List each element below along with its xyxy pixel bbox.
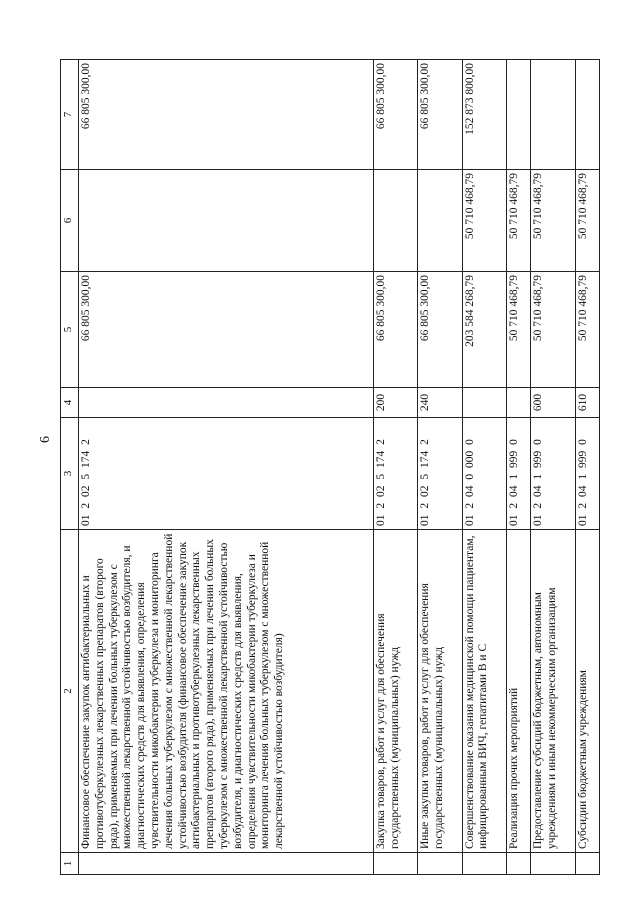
table-row	[79, 60, 374, 875]
row-index-cell	[374, 853, 418, 875]
table-header-row	[61, 60, 79, 875]
amount-total-cell: 50 710 468,79	[506, 272, 530, 388]
budget-table	[60, 59, 600, 875]
column-number-header: 6	[61, 170, 79, 272]
column-number-header: 7	[61, 60, 79, 170]
budget-code-cell: 01 2 04 1 999 0	[506, 418, 530, 530]
row-index-cell	[79, 853, 374, 875]
table-row	[531, 60, 575, 875]
budget-code-cell: 01 2 02 5 174 2	[79, 418, 374, 530]
column-number-header: 1	[61, 853, 79, 875]
budget-code-cell: 01 2 04 1 999 0	[531, 418, 575, 530]
amount-col6-cell	[418, 170, 462, 272]
column-number-header: 4	[61, 388, 79, 418]
row-index-cell	[506, 853, 530, 875]
expense-type-cell: 200	[374, 388, 418, 418]
amount-col7-cell: 66 805 300,00	[374, 60, 418, 170]
amount-total-cell: 66 805 300,00	[418, 272, 462, 388]
budget-code-cell: 01 2 04 0 000 0	[462, 418, 506, 530]
amount-total-cell: 50 710 468,79	[575, 272, 599, 388]
column-number-header: 2	[61, 530, 79, 853]
table-row	[575, 60, 599, 875]
expense-type-cell	[79, 388, 374, 418]
amount-col6-cell: 50 710 468,79	[531, 170, 575, 272]
amount-col6-cell	[79, 170, 374, 272]
table-row	[374, 60, 418, 875]
expense-type-cell: 240	[418, 388, 462, 418]
expense-type-cell: 600	[531, 388, 575, 418]
table-row	[418, 60, 462, 875]
rotated-table-container	[60, 60, 600, 875]
page-number: 6	[38, 436, 53, 443]
table-row	[462, 60, 506, 875]
item-name-cell: Субсидии бюджетным учреждениям	[575, 530, 599, 853]
amount-col6-cell: 50 710 468,79	[462, 170, 506, 272]
item-name-cell: Реализация прочих мероприятий	[506, 530, 530, 853]
expense-type-cell	[506, 388, 530, 418]
budget-code-cell: 01 2 04 1 999 0	[575, 418, 599, 530]
budget-code-cell: 01 2 02 5 174 2	[418, 418, 462, 530]
table-row	[506, 60, 530, 875]
amount-col6-cell	[374, 170, 418, 272]
amount-total-cell: 66 805 300,00	[79, 272, 374, 388]
amount-col7-cell	[531, 60, 575, 170]
amount-col7-cell	[575, 60, 599, 170]
column-number-header: 3	[61, 418, 79, 530]
amount-col6-cell: 50 710 468,79	[506, 170, 530, 272]
row-index-cell	[575, 853, 599, 875]
row-index-cell	[531, 853, 575, 875]
amount-col7-cell: 152 873 800,00	[462, 60, 506, 170]
amount-col7-cell	[506, 60, 530, 170]
amount-total-cell: 66 805 300,00	[374, 272, 418, 388]
row-index-cell	[418, 853, 462, 875]
amount-col7-cell: 66 805 300,00	[79, 60, 374, 170]
row-index-cell	[462, 853, 506, 875]
item-name-cell: Предоставление субсидий бюджетным, автономным учреждениям и иным некоммерческим организациям	[531, 530, 575, 853]
amount-total-cell: 50 710 468,79	[531, 272, 575, 388]
item-name-cell: Финансовое обеспечение закупок антибактериальных и противотуберкулезных лекарственных препаратов (второго ряда), применяемых при лечении больных туберкулезом с множественной лекарственной устойчивостью возбудителя, и диагностических средств для выявления, определения чувствительности микобактерии туберкулеза и мониторинга лечения больных туберкулезом с множественной лекарственной устойчивостью возбудителя (финансовое обеспечение закупок антибактериальных и противотуберкулезных лекарственных препаратов (второго ряда), применяемых при лечении больных туберкулезом с множественной лекарственной устойчивостью возбудителя, и диагностических средств для выявления, определения чувствительности микобактерии туберкулеза и мониторинга лечения больных туберкулезом с множественной лекарственной устойчивостью возбудителя)	[79, 530, 374, 853]
expense-type-cell: 610	[575, 388, 599, 418]
amount-col7-cell: 66 805 300,00	[418, 60, 462, 170]
expense-type-cell	[462, 388, 506, 418]
amount-total-cell: 203 584 268,79	[462, 272, 506, 388]
item-name-cell: Иные закупки товаров, работ и услуг для обеспечения государственных (муниципальных) нужд	[418, 530, 462, 853]
column-number-header: 5	[61, 272, 79, 388]
amount-col6-cell: 50 710 468,79	[575, 170, 599, 272]
item-name-cell: Совершенствование оказания медицинской помощи пациентам, инфицированным ВИЧ, гепатитами В и С	[462, 530, 506, 853]
item-name-cell: Закупка товаров, работ и услуг для обеспечения государственных (муниципальных) нужд	[374, 530, 418, 853]
budget-code-cell: 01 2 02 5 174 2	[374, 418, 418, 530]
